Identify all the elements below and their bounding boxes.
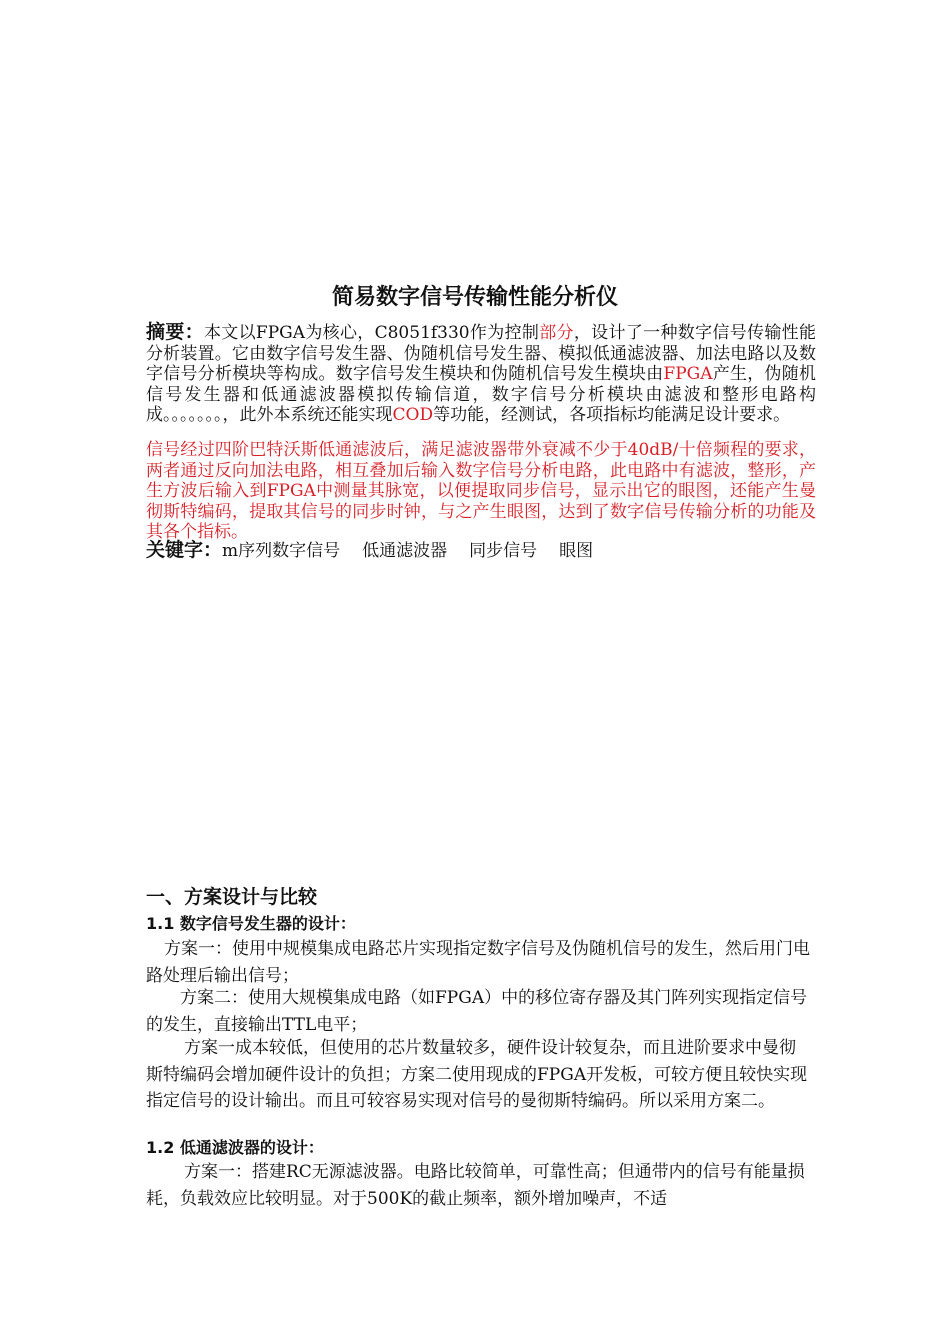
section-1-title: 一、方案设计与比较 xyxy=(146,886,318,908)
abstract-block xyxy=(146,322,816,426)
keyword-item: 同步信号 xyxy=(469,541,538,561)
abstract-text-4: 等功能，经测试，各项指标均能满足设计要求。 xyxy=(433,405,791,425)
keyword-item: m序列数字信号 xyxy=(222,541,341,561)
keywords-line xyxy=(146,538,816,563)
abstract-highlight-3: COD xyxy=(392,405,434,425)
document-title: 简易数字信号传输性能分析仪 xyxy=(331,285,618,310)
keywords-label: 关键字： xyxy=(146,539,223,561)
abstract-red-paragraph: 信号经过四阶巴特沃斯低通滤波后，满足滤波器带外衰减不少于40dB/十倍频程的要求，两者通过反向加法电路，相互叠加后输入数字信号分析电路，此电路中有滤波，整形，产生方波后输入到FPGA中测量其脉宽，以便提取同步信号，显示出它的眼图，还能产生曼彻斯特编码，提取其信号的同步时钟，与之产生眼图，达到了数字信号传输分析的功能及其各个指标。 xyxy=(146,440,816,542)
keyword-item: 眼图 xyxy=(559,541,594,561)
abstract-text-3: 产生，伪随机信号发生器和低通滤波器模拟传输信道，数字信号分析模块由滤波和整形电路构成。。。。。。。，此外本系统还能实现 xyxy=(146,364,816,425)
subsection-1-2-title: 1.2 低通滤波器的设计： xyxy=(146,1138,324,1157)
abstract-highlight-1: 部分 xyxy=(539,323,574,343)
abstract-highlight-2: FPGA xyxy=(663,364,713,384)
paragraph-1-1-c: 方案一成本较低，但使用的芯片数量较多，硬件设计较复杂，而且进阶要求中曼彻斯特编码会增加硬件设计的负担；方案二使用现成的FPGA开发板，可较方便且较快实现指定信号的设计输出。而且可较容易实现对信号的曼彻斯特编码。所以采用方案二。 xyxy=(146,1038,808,1111)
paragraph-1-2-a: 方案一：搭建RC无源滤波器。电路比较简单，可靠性高；但通带内的信号有能量损耗，负载效应比较明显。对于500K的截止频率，额外增加噪声，不适 xyxy=(146,1162,805,1209)
paragraph-1-1-a: 方案一：使用中规模集成电路芯片实现指定数字信号及伪随机信号的发生，然后用门电路处理后输出信号； xyxy=(146,939,810,986)
abstract-text-1: 本文以FPGA为核心，C8051f330作为控制 xyxy=(203,323,540,343)
subsection-1-1-title: 1.1 数字信号发生器的设计： xyxy=(146,914,356,933)
keyword-item: 低通滤波器 xyxy=(362,541,448,561)
abstract-text-2: ，设计了一种数字信号传输性能分析装置。它由数字信号发生器、伪随机信号发生器、模拟低通滤波器、加法电路以及数字信号分析模块等构成。数字信号发生模块和伪随机信号发生模块由 xyxy=(146,323,816,384)
paragraph-1-1-b: 方案二：使用大规模集成电路（如FPGA）中的移位寄存器及其门阵列实现指定信号的发生，直接输出TTL电平； xyxy=(146,988,808,1035)
abstract-label: 摘要： xyxy=(146,321,204,343)
